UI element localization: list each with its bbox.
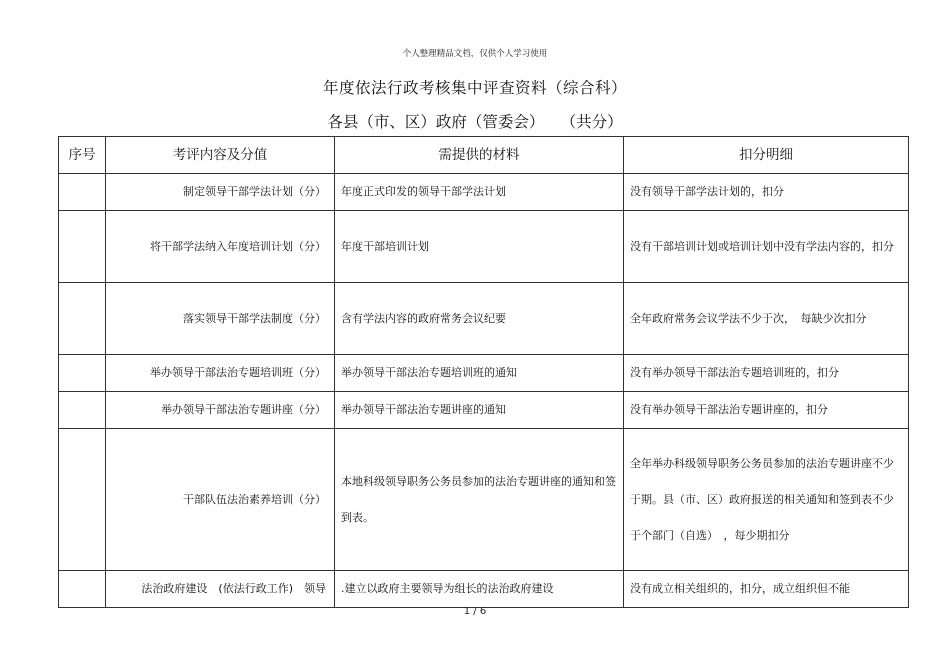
subtitle-main: 各县（市、区）政府（管委会） (327, 113, 545, 131)
row-material: 举办领导干部法治专题培训班的通知 (335, 355, 624, 392)
row-material: 年度正式印发的领导干部学法计划 (335, 174, 624, 211)
row-item: 举办领导干部法治专题培训班（分） (106, 355, 335, 392)
header-material: 需提供的材料 (335, 137, 624, 174)
header-item: 考评内容及分值 (106, 137, 335, 174)
table-row (59, 174, 909, 211)
row-item: 落实领导干部学法制度（分） (106, 283, 335, 355)
header-note: 个人整理精品文档，仅供个人学习使用 (402, 49, 548, 59)
document-title: 年度依法行政考核集中评查资料（综合科） (322, 79, 627, 97)
subtitle-extra: （共分） (568, 113, 623, 131)
row-no (59, 355, 106, 392)
table-row (59, 429, 909, 571)
table-row (59, 283, 909, 355)
table-row (59, 355, 909, 392)
row-material: 举办领导干部法治专题讲座的通知 (335, 392, 624, 429)
row-item: 法治政府建设 (依法行政工作) 领导 (106, 571, 335, 608)
row-deduction: 没有领导干部学法计划的，扣分 (624, 174, 909, 211)
row-deduction: 没有举办领导干部法治专题培训班的，扣分 (624, 355, 909, 392)
row-item: 举办领导干部法治专题讲座（分） (106, 392, 335, 429)
row-no (59, 571, 106, 608)
row-no (59, 392, 106, 429)
row-material: .建立以政府主要领导为组长的法治政府建设 (335, 571, 624, 608)
row-deduction: 全年举办科级领导职务公务员参加的法治专题讲座不少于期。县（市、区）政府报送的相关通知和签到表不少于个部门（自选） ，每少期扣分 (624, 429, 909, 571)
row-material: 本地科级领导职务公务员参加的法治专题讲座的通知和签到表。 (335, 429, 624, 571)
row-item: 干部队伍法治素养培训（分） (106, 429, 335, 571)
evaluation-table (58, 136, 909, 608)
document-subtitle (0, 110, 950, 132)
table-row (59, 571, 909, 608)
row-deduction: 没有干部培训计划或培训计划中没有学法内容的，扣分 (624, 211, 909, 283)
header-no: 序号 (59, 137, 106, 174)
row-deduction: 没有举办领导干部法治专题讲座的，扣分 (624, 392, 909, 429)
row-material: 年度干部培训计划 (335, 211, 624, 283)
row-material: 含有学法内容的政府常务会议纪要 (335, 283, 624, 355)
row-no (59, 283, 106, 355)
table-row (59, 392, 909, 429)
table-row (59, 211, 909, 283)
table-header-row (59, 137, 909, 174)
row-deduction: 没有成立相关组织的，扣分，成立组织但不能 (624, 571, 909, 608)
row-item: 将干部学法纳入年度培训计划（分） (106, 211, 335, 283)
page-number: 1 / 6 (463, 606, 487, 617)
row-no (59, 429, 106, 571)
row-no (59, 211, 106, 283)
row-no (59, 174, 106, 211)
header-deduction: 扣分明细 (624, 137, 909, 174)
row-item: 制定领导干部学法计划（分） (106, 174, 335, 211)
row-deduction: 全年政府常务会议学法不少于次， 每缺少次扣分 (624, 283, 909, 355)
